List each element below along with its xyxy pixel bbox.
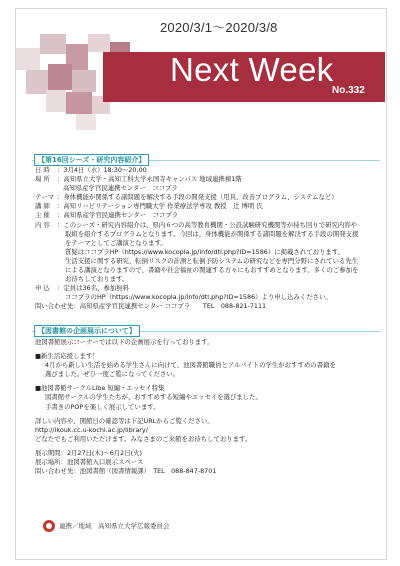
exhibit-item-line: 選びました。ぜひ一度ご覧になってください。 bbox=[45, 370, 180, 379]
newsletter-title: Next Week bbox=[170, 51, 334, 88]
exhibit-place: 展示場所：池図書館入口展示スペース bbox=[35, 458, 144, 467]
detail-row-content: 内 容 ：このシーズ・研究内容紹介は、県内６つの高等教育機関・公設試験研究機関等が持ち回りで研究内容や bbox=[35, 220, 358, 229]
event-details bbox=[35, 166, 385, 312]
content-line: 生活支援に関する研究、転倒リスクの計測と転倒予防システムの研究などを専門分野にされている先生 bbox=[65, 256, 359, 265]
contact-line: 問い合わせ先：高知県産学官民連携センター ココプラ TEL 088-821-7111 bbox=[35, 302, 267, 311]
content-line: お待ちしております。 bbox=[65, 275, 129, 284]
detail-row-apply: 申 込 ：定員は36名、参加無料 bbox=[35, 284, 130, 293]
library-url[interactable]: http://ikouk.cc.u-kochi.ac.jp/library/ bbox=[35, 425, 148, 434]
date-range: 2020/3/1～2020/3/8 bbox=[160, 20, 278, 35]
exhibit-info-line: どなたでもご利用いただけます。みなさまのご来館をお待ちしております。 bbox=[35, 434, 252, 443]
apply-line: ココプラのHP（https://www.kocopla.jp/info/dtl.php?ID=1586）より申し込みください。 bbox=[65, 293, 332, 302]
exhibit-item-line: 手書きのPOPを楽しく展示しています。 bbox=[45, 402, 160, 411]
content-line: 取組を紹介するプログラムとなります。今回は、身体機能が関係する諸問題を解決する手段の開発支援 bbox=[65, 229, 359, 238]
exhibit-item-line: 4月から新しい生活を始める学生さんに向けて、池図書館職員とアルバイトの学生がおすすめの書籍を bbox=[45, 361, 336, 370]
detail-row-host: 主 催 ：高知県産学官民連携センター ココプラ bbox=[35, 211, 179, 220]
detail-row-theme: テーマ ：身体機能が関係する諸問題を解決する手段の開発支援（用具、改善プログラム、システムなど） bbox=[35, 193, 338, 202]
detail-row-speaker: 講 師 ：高知リハビリテーション専門職大学 作業療法学専攻 教授 辻 博明 氏 bbox=[35, 202, 263, 211]
content-line: をテーマとしてご講演となります。 bbox=[65, 238, 167, 247]
footer-publisher: 連携／地域 高知県立大学広報委員会 bbox=[59, 522, 170, 530]
university-logo-icon bbox=[43, 520, 55, 532]
content-line: 質疑はココプラHP（https://www.kocopla.jp/info/dtl.php?ID=1586）に掲載されております。 bbox=[65, 247, 345, 256]
exhibit-info-line: 詳しい内容や、開館日の確認等は下記URLからご覧ください。 bbox=[35, 416, 214, 425]
exhibit-contact: 問い合わせ先：池図書館（図書情報課） TEL 088-847-8701 bbox=[35, 467, 217, 476]
library-exhibit bbox=[35, 338, 385, 476]
exhibit-item-title: ■池図書館サークルLibe 短編・エッセイ特集 bbox=[35, 384, 165, 393]
content-line: による講演となりますので、書籍や社会福祉の関連する方々にもおすすめとなります。多くのご参加を bbox=[65, 266, 359, 275]
detail-row-datetime: 日 時 ：3月4日（水）18:30～20:00 bbox=[35, 166, 147, 174]
detail-row-place-cont: 高知県産学官民連携センター ココプラ bbox=[63, 184, 178, 193]
section1-heading: 【第16回シーズ・研究内容紹介】 bbox=[34, 154, 149, 166]
section2-heading: 【図書館の企画展示について】 bbox=[34, 325, 140, 337]
exhibit-item-title: ■新生活応援します！ bbox=[35, 352, 99, 361]
detail-row-place: 場 所 ：高知県立大学・高知工科大学永国寺キャンパス 地域連携棟1階 bbox=[35, 175, 242, 184]
exhibit-item-line: 図書館サークルの学生たちが、おすすめする短編やエッセイを選びました。 bbox=[45, 393, 262, 402]
exhibit-period: 展示期間：2月27日(木)～6月2日(火) bbox=[35, 448, 142, 457]
issue-number: No.332 bbox=[332, 85, 365, 96]
exhibit-intro: 池図書館展示コーナーでは以下の企画展示を行っております。 bbox=[35, 338, 214, 346]
